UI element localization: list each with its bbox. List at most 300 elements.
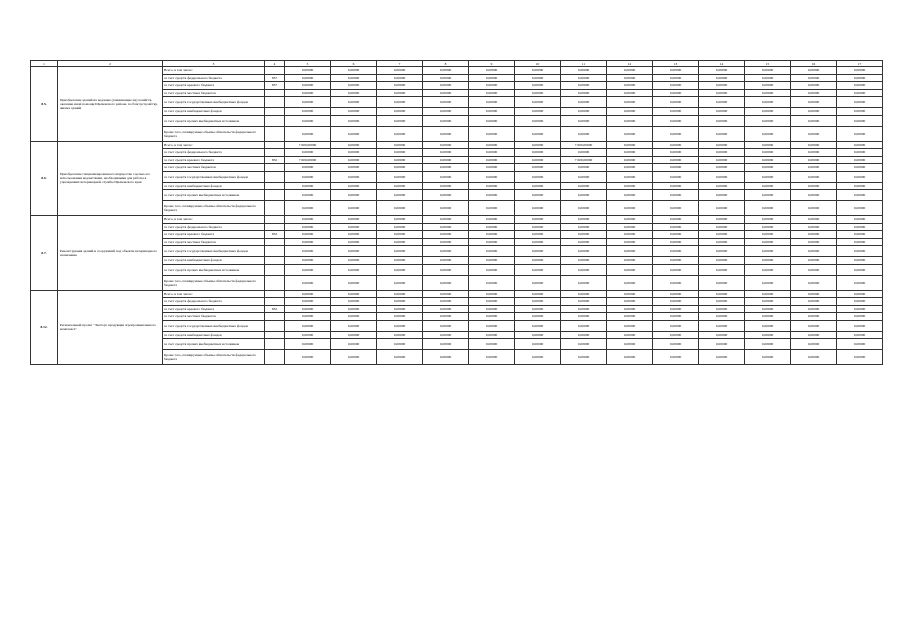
amount-cell: 0,00000 [791,257,837,265]
amount-cell: 0,00000 [469,313,515,321]
column-number-6: 6 [331,61,377,67]
amount-cell: 0,00000 [745,238,791,246]
amount-cell: 0,00000 [515,67,561,75]
amount-cell: 0,00000 [331,339,377,350]
amount-cell: 0,00000 [699,141,745,149]
funding-source-label: за счет средств краевого бюджета [163,231,265,239]
column-number-13: 13 [653,61,699,67]
amount-cell: 0,00000 [791,231,837,239]
budget-code [265,97,285,108]
amount-cell: 0,00000 [791,89,837,97]
amount-cell: 0,00000 [377,171,423,182]
amount-cell: 0,00000 [561,264,607,275]
amount-cell: 0,00000 [791,82,837,90]
amount-cell: 0,00000 [607,350,653,365]
amount-cell: 0,00000 [837,164,883,172]
amount-cell: 0,00000 [561,190,607,201]
amount-cell: 0,00000 [607,339,653,350]
budget-code [265,313,285,321]
funding-source-label: за счет средств прочих внебюджетных источников [163,339,265,350]
amount-cell: 0,00000 [423,97,469,108]
amount-cell: 0,00000 [515,290,561,298]
amount-cell: 0,00000 [791,305,837,313]
amount-cell: 0,00000 [515,305,561,313]
funding-source-label: за счет средств государственных внебюджетных фондов [163,246,265,257]
amount-cell: 0,00000 [653,238,699,246]
amount-cell: 0,00000 [791,223,837,231]
funding-source-label: Всего, в том числе: [163,67,265,75]
amount-cell: 0,00000 [607,257,653,265]
amount-cell: 0,00000 [515,238,561,246]
amount-cell: 0,00000 [285,290,331,298]
amount-cell: 0,00000 [837,223,883,231]
amount-cell: 0,00000 [561,275,607,290]
amount-cell: 0,00000 [791,320,837,331]
amount-cell: 0,00000 [469,149,515,157]
amount-cell: 0,00000 [791,156,837,164]
column-number-8: 8 [423,61,469,67]
amount-cell: 0,00000 [331,126,377,141]
section-index: 8.7. [31,216,58,291]
amount-cell: 7 600,00000 [285,156,331,164]
section-index: 8.6. [31,141,58,216]
amount-cell: 7 600,00000 [561,156,607,164]
amount-cell: 0,00000 [469,223,515,231]
funding-source-label: за счет средств краевого бюджета [163,305,265,313]
amount-cell: 0,00000 [469,171,515,182]
amount-cell: 0,00000 [377,290,423,298]
amount-cell: 0,00000 [653,126,699,141]
section-name: Приобретение зданий их ведомых (заменяющие их) хозяйств, оказание иной помощи Щелковского района, по благоустройству, жилых зданий [58,67,163,142]
budget-code: 832 [265,231,285,239]
column-number-7: 7 [377,61,423,67]
budget-code [265,264,285,275]
amount-cell: 0,00000 [653,201,699,216]
amount-cell: 0,00000 [699,156,745,164]
amount-cell: 0,00000 [837,264,883,275]
amount-cell: 0,00000 [745,108,791,116]
amount-cell: 0,00000 [331,313,377,321]
amount-cell: 0,00000 [377,264,423,275]
amount-cell: 0,00000 [331,238,377,246]
amount-cell: 0,00000 [331,82,377,90]
amount-cell: 0,00000 [285,264,331,275]
amount-cell: 0,00000 [423,108,469,116]
funding-source-label: за счет средств местных бюджетов [163,238,265,246]
amount-cell: 0,00000 [331,201,377,216]
funding-source-label: за счет средств местных бюджетов [163,164,265,172]
amount-cell: 0,00000 [653,231,699,239]
column-number-16: 16 [791,61,837,67]
amount-cell: 0,00000 [423,231,469,239]
amount-cell: 0,00000 [607,190,653,201]
amount-cell: 0,00000 [745,67,791,75]
amount-cell: 0,00000 [515,275,561,290]
amount-cell: 0,00000 [699,331,745,339]
amount-cell: 0,00000 [515,320,561,331]
amount-cell: 0,00000 [423,216,469,224]
amount-cell: 0,00000 [423,74,469,82]
amount-cell: 0,00000 [653,89,699,97]
amount-cell: 0,00000 [561,231,607,239]
funding-source-label: за счет средств внебюджетных фондов [163,331,265,339]
amount-cell: 0,00000 [699,313,745,321]
amount-cell: 0,00000 [653,257,699,265]
amount-cell: 0,00000 [653,216,699,224]
amount-cell: 0,00000 [377,67,423,75]
amount-cell: 0,00000 [653,331,699,339]
amount-cell: 0,00000 [469,275,515,290]
amount-cell: 0,00000 [791,126,837,141]
amount-cell: 0,00000 [607,115,653,126]
section-index: 8.5. [31,67,58,142]
column-number-1: 1 [31,61,58,67]
amount-cell: 0,00000 [331,257,377,265]
amount-cell: 0,00000 [791,190,837,201]
amount-cell: 0,00000 [561,126,607,141]
amount-cell: 0,00000 [377,246,423,257]
amount-cell: 0,00000 [377,201,423,216]
amount-cell: 0,00000 [331,331,377,339]
amount-cell: 0,00000 [377,331,423,339]
funding-source-label: за счет средств внебюджетных фондов [163,182,265,190]
budget-code [265,201,285,216]
budget-code: 837 [265,82,285,90]
amount-cell: 0,00000 [515,141,561,149]
amount-cell: 0,00000 [745,156,791,164]
budget-code [265,171,285,182]
amount-cell: 0,00000 [285,171,331,182]
amount-cell: 0,00000 [791,171,837,182]
amount-cell: 0,00000 [515,313,561,321]
amount-cell: 0,00000 [423,201,469,216]
amount-cell: 0,00000 [561,67,607,75]
amount-cell: 0,00000 [791,182,837,190]
amount-cell: 0,00000 [699,149,745,157]
amount-cell: 0,00000 [423,171,469,182]
amount-cell: 0,00000 [607,238,653,246]
amount-cell: 0,00000 [285,257,331,265]
amount-cell: 7 600,00000 [285,141,331,149]
amount-cell: 0,00000 [745,149,791,157]
funding-source-label: Кроме того, планируемые объемы обязательств федерального бюджета [163,126,265,141]
amount-cell: 0,00000 [515,190,561,201]
amount-cell: 0,00000 [423,126,469,141]
funding-source-label: за счет средств прочих внебюджетных источников [163,115,265,126]
amount-cell: 0,00000 [791,275,837,290]
amount-cell: 0,00000 [699,182,745,190]
amount-cell: 0,00000 [423,190,469,201]
amount-cell: 0,00000 [699,264,745,275]
amount-cell: 0,00000 [331,350,377,365]
amount-cell: 0,00000 [469,320,515,331]
amount-cell: 0,00000 [515,298,561,306]
amount-cell: 0,00000 [331,320,377,331]
amount-cell: 0,00000 [653,190,699,201]
amount-cell: 0,00000 [423,313,469,321]
amount-cell: 0,00000 [745,350,791,365]
amount-cell: 0,00000 [745,339,791,350]
amount-cell: 0,00000 [331,108,377,116]
amount-cell: 0,00000 [377,320,423,331]
amount-cell: 0,00000 [377,238,423,246]
amount-cell: 0,00000 [837,231,883,239]
amount-cell: 0,00000 [285,201,331,216]
amount-cell: 0,00000 [607,290,653,298]
funding-source-label: за счет средств федерального бюджета [163,223,265,231]
amount-cell: 0,00000 [653,108,699,116]
amount-cell: 0,00000 [607,156,653,164]
amount-cell: 0,00000 [745,216,791,224]
budget-code: 832 [265,156,285,164]
amount-cell: 0,00000 [515,74,561,82]
amount-cell: 0,00000 [469,231,515,239]
amount-cell: 0,00000 [837,126,883,141]
amount-cell: 0,00000 [515,126,561,141]
amount-cell: 0,00000 [331,164,377,172]
amount-cell: 0,00000 [285,223,331,231]
amount-cell: 0,00000 [837,320,883,331]
column-number-15: 15 [745,61,791,67]
amount-cell: 0,00000 [331,264,377,275]
amount-cell: 0,00000 [515,182,561,190]
amount-cell: 0,00000 [837,156,883,164]
section-name: Реконструкция зданий и сооружений под объекты ветеринарного назначения [58,216,163,291]
amount-cell: 0,00000 [423,82,469,90]
budget-code [265,67,285,75]
amount-cell: 0,00000 [791,246,837,257]
amount-cell: 0,00000 [837,171,883,182]
amount-cell: 0,00000 [653,275,699,290]
amount-cell: 0,00000 [377,126,423,141]
amount-cell: 0,00000 [561,320,607,331]
amount-cell: 0,00000 [515,171,561,182]
amount-cell: 0,00000 [561,331,607,339]
amount-cell: 0,00000 [515,339,561,350]
budget-code [265,275,285,290]
amount-cell: 0,00000 [377,74,423,82]
amount-cell: 0,00000 [699,350,745,365]
amount-cell: 0,00000 [377,156,423,164]
amount-cell: 0,00000 [837,89,883,97]
amount-cell: 0,00000 [515,115,561,126]
funding-source-label: за счет средств внебюджетных фондов [163,108,265,116]
amount-cell: 0,00000 [423,331,469,339]
column-number-4: 4 [265,61,285,67]
column-number-12: 12 [607,61,653,67]
amount-cell: 0,00000 [469,74,515,82]
amount-cell: 0,00000 [331,156,377,164]
amount-cell: 0,00000 [791,115,837,126]
amount-cell: 0,00000 [469,115,515,126]
amount-cell: 0,00000 [331,231,377,239]
amount-cell: 0,00000 [791,141,837,149]
amount-cell: 0,00000 [791,238,837,246]
amount-cell: 0,00000 [331,149,377,157]
column-number-5: 5 [285,61,331,67]
table-row [31,141,883,149]
amount-cell: 0,00000 [791,108,837,116]
amount-cell: 0,00000 [607,149,653,157]
amount-cell: 0,00000 [469,201,515,216]
amount-cell: 0,00000 [791,201,837,216]
amount-cell: 0,00000 [469,182,515,190]
amount-cell: 0,00000 [837,350,883,365]
amount-cell: 0,00000 [791,290,837,298]
amount-cell: 0,00000 [745,115,791,126]
amount-cell: 0,00000 [377,108,423,116]
funding-source-label: за счет средств прочих внебюджетных источников [163,264,265,275]
amount-cell: 0,00000 [285,149,331,157]
amount-cell: 0,00000 [377,298,423,306]
section-name: Приобретение специализированного имущества с целью его использования ведомствами, необходимыми для работы в учреждениях ветеринарной службы Щелковского края [58,141,163,216]
amount-cell: 0,00000 [377,190,423,201]
amount-cell: 0,00000 [561,350,607,365]
amount-cell: 0,00000 [745,190,791,201]
amount-cell: 0,00000 [653,223,699,231]
amount-cell: 0,00000 [377,223,423,231]
amount-cell: 0,00000 [561,238,607,246]
funding-source-label: Кроме того, планируемые объемы обязательств федерального бюджета [163,275,265,290]
amount-cell: 0,00000 [745,313,791,321]
amount-cell: 0,00000 [561,182,607,190]
budget-code [265,331,285,339]
amount-cell: 0,00000 [837,141,883,149]
amount-cell: 0,00000 [653,171,699,182]
amount-cell: 0,00000 [561,290,607,298]
amount-cell: 0,00000 [699,238,745,246]
amount-cell: 0,00000 [377,305,423,313]
amount-cell: 0,00000 [699,257,745,265]
amount-cell: 0,00000 [469,82,515,90]
amount-cell: 0,00000 [745,246,791,257]
amount-cell: 0,00000 [469,290,515,298]
amount-cell: 0,00000 [331,305,377,313]
amount-cell: 0,00000 [699,82,745,90]
amount-cell: 0,00000 [423,141,469,149]
amount-cell: 0,00000 [745,74,791,82]
amount-cell: 0,00000 [285,182,331,190]
amount-cell: 0,00000 [837,339,883,350]
budget-code [265,339,285,350]
amount-cell: 0,00000 [285,115,331,126]
amount-cell: 0,00000 [561,149,607,157]
amount-cell: 0,00000 [561,108,607,116]
section-index: 8.12. [31,290,58,365]
amount-cell: 0,00000 [331,67,377,75]
amount-cell: 0,00000 [653,350,699,365]
amount-cell: 0,00000 [285,190,331,201]
amount-cell: 0,00000 [377,350,423,365]
amount-cell: 0,00000 [285,350,331,365]
amount-cell: 0,00000 [561,223,607,231]
amount-cell: 0,00000 [469,339,515,350]
amount-cell: 0,00000 [423,290,469,298]
funding-source-label: за счет средств краевого бюджета [163,156,265,164]
amount-cell: 0,00000 [837,246,883,257]
funding-source-label: Всего, в том числе: [163,290,265,298]
amount-cell: 0,00000 [331,216,377,224]
amount-cell: 0,00000 [377,149,423,157]
amount-cell: 0,00000 [837,298,883,306]
amount-cell: 0,00000 [561,115,607,126]
amount-cell: 0,00000 [423,298,469,306]
amount-cell: 0,00000 [791,264,837,275]
amount-cell: 0,00000 [377,141,423,149]
column-number-3: 3 [163,61,265,67]
amount-cell: 0,00000 [699,115,745,126]
amount-cell: 0,00000 [745,264,791,275]
amount-cell: 0,00000 [285,67,331,75]
amount-cell: 0,00000 [837,115,883,126]
amount-cell: 0,00000 [285,238,331,246]
amount-cell: 0,00000 [607,164,653,172]
amount-cell: 0,00000 [653,298,699,306]
amount-cell: 0,00000 [469,156,515,164]
amount-cell: 0,00000 [837,238,883,246]
amount-cell: 0,00000 [745,126,791,141]
amount-cell: 0,00000 [745,201,791,216]
amount-cell: 0,00000 [561,305,607,313]
amount-cell: 0,00000 [285,339,331,350]
amount-cell: 0,00000 [653,82,699,90]
budget-code [265,223,285,231]
amount-cell: 0,00000 [515,231,561,239]
amount-cell: 0,00000 [331,290,377,298]
amount-cell: 0,00000 [515,97,561,108]
budget-table [30,60,883,365]
budget-code [265,108,285,116]
amount-cell: 0,00000 [469,141,515,149]
amount-cell: 0,00000 [561,339,607,350]
amount-cell: 0,00000 [745,171,791,182]
amount-cell: 0,00000 [699,290,745,298]
amount-cell: 0,00000 [469,350,515,365]
amount-cell: 0,00000 [285,231,331,239]
amount-cell: 0,00000 [837,82,883,90]
budget-code [265,164,285,172]
amount-cell: 0,00000 [469,238,515,246]
amount-cell: 0,00000 [837,216,883,224]
amount-cell: 0,00000 [745,298,791,306]
amount-cell: 0,00000 [653,182,699,190]
amount-cell: 0,00000 [469,216,515,224]
budget-code [265,350,285,365]
amount-cell: 0,00000 [423,238,469,246]
amount-cell: 0,00000 [607,97,653,108]
amount-cell: 0,00000 [607,171,653,182]
funding-source-label: Кроме того, планируемые объемы обязательств федерального бюджета [163,350,265,365]
amount-cell: 0,00000 [285,216,331,224]
amount-cell: 0,00000 [699,216,745,224]
amount-cell: 0,00000 [469,298,515,306]
amount-cell: 0,00000 [837,201,883,216]
amount-cell: 0,00000 [515,149,561,157]
amount-cell: 0,00000 [285,97,331,108]
budget-code [265,141,285,149]
amount-cell: 0,00000 [699,67,745,75]
amount-cell: 0,00000 [377,275,423,290]
amount-cell: 0,00000 [653,290,699,298]
amount-cell: 0,00000 [377,339,423,350]
amount-cell: 0,00000 [561,89,607,97]
amount-cell: 0,00000 [699,201,745,216]
amount-cell: 0,00000 [377,164,423,172]
amount-cell: 0,00000 [791,149,837,157]
amount-cell: 0,00000 [331,223,377,231]
amount-cell: 0,00000 [515,216,561,224]
amount-cell: 0,00000 [469,126,515,141]
